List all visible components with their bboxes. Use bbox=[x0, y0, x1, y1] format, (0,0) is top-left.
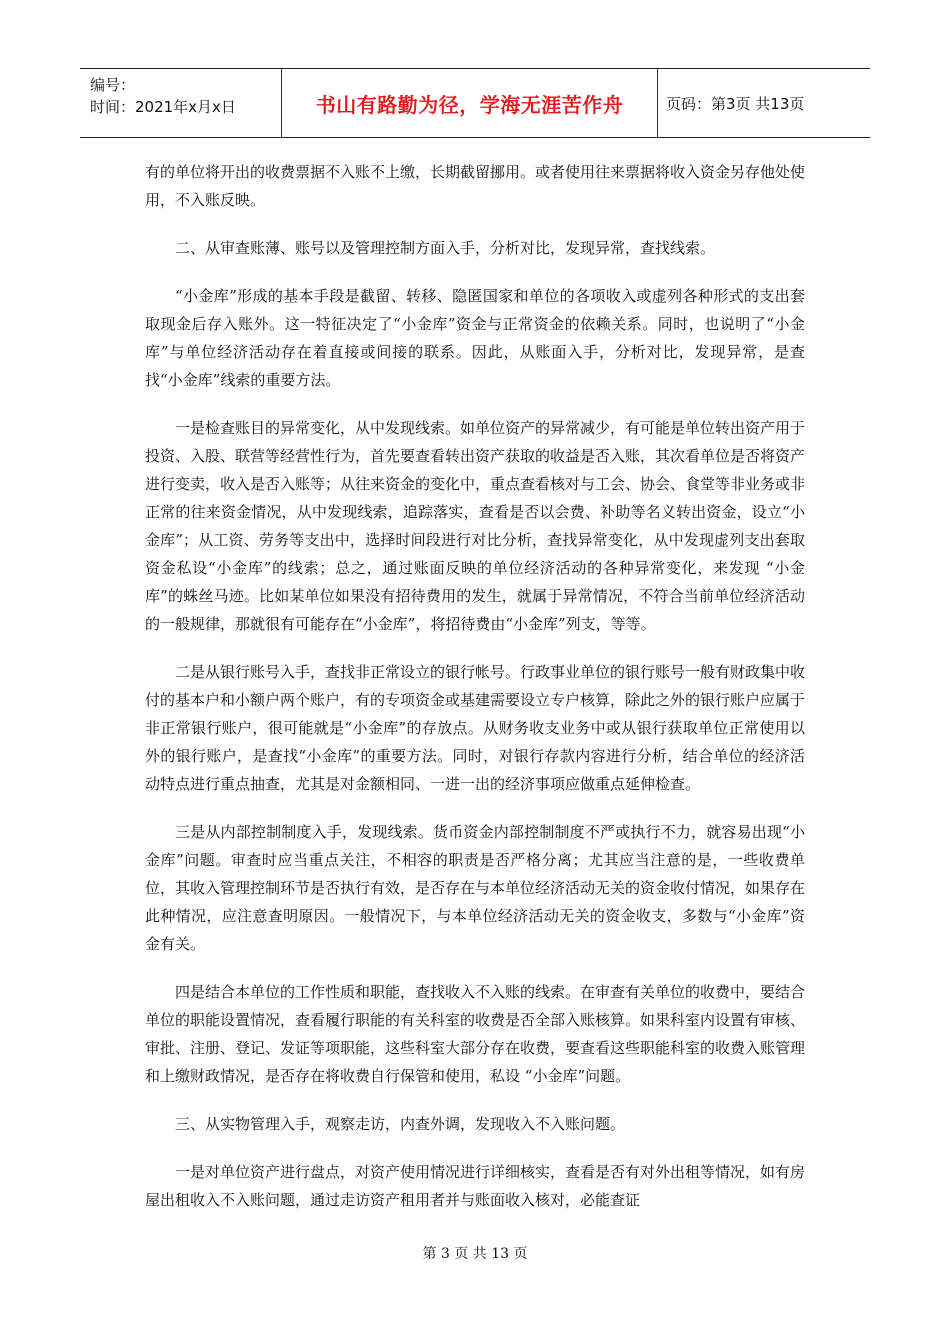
paragraph: 一是对单位资产进行盘点，对资产使用情况进行详细核实，查看是否有对外出租等情况，如有房屋出租收入不入账问题，通过走访资产租用者并与账面收入核对，必能查证 bbox=[145, 1163, 806, 1209]
page-header bbox=[80, 68, 870, 138]
document-date: 时间：2021年x月x日 bbox=[90, 98, 236, 116]
section-heading: 三、从实物管理入手，观察走访，内查外调，发现收入不入账问题。 bbox=[175, 1115, 626, 1133]
header-meta bbox=[80, 69, 282, 137]
document-number: 编号： bbox=[90, 76, 136, 94]
paragraph: 二是从银行账号入手，查找非正常设立的银行帐号。行政事业单位的银行账号一般有财政集中收付的基本户和小额户两个账户，有的专项资金或基建需要设立专户核算，除此之外的银行账户应属于非正常银行账户，很可能就是“小金库”的存放点。从财务收支业务中或从银行获取单位正常使用以外的银行账户，是查找“小金库”的重要方法。同时，对银行存款内容进行分析，结合单位的经济活动特点进行重点抽查，尤其是对金额相同、一进一出的经济事项应做重点延伸检查。 bbox=[145, 663, 806, 793]
paragraph: 一是检查账目的异常变化，从中发现线索。如单位资产的异常减少，有可能是单位转出资产用于投资、入股、联营等经营性行为，首先要查看转出资产获取的收益是否入账，其次看单位是否将资产进行变卖，收入是否入账等；从往来资金的变化中，重点查看核对与工会、协会、食堂等非业务或非正常的往来资金情况，从中发现线索，追踪落实，查看是否以会费、补助等名义转出资金，设立“小金库”；从工资、劳务等支出中，选择时间段进行对比分析，查找异常变化，从中发现虚列支出套取资金私设“小金库”的线索；总之，通过账面反映的单位经济活动的各种异常变化，来发现 “小金库”的蛛丝马迹。比如某单位如果没有招待费用的发生，就属于异常情况，不符合当前单位经济活动的一般规律，那就很有可能存在“小金库”，将招待费由“小金库”列支，等等。 bbox=[145, 419, 806, 633]
paragraph: 有的单位将开出的收费票据不入账不上缴，长期截留挪用。或者使用往来票据将收入资金另存他处使用，不入账反映。 bbox=[145, 163, 806, 209]
paragraph: 三是从内部控制制度入手，发现线索。货币资金内部控制制度不严或执行不力，就容易出现“小金库”问题。审查时应当重点关注，不相容的职责是否严格分离；尤其应当注意的是，一些收费单位，其收入管理控制环节是否执行有效，是否存在与本单位经济活动无关的资金收付情况，如果存在此种情况，应注意查明原因。一般情况下，与本单位经济活动无关的资金收支，多数与“小金库”资金有关。 bbox=[145, 823, 806, 953]
paragraph: 四是结合本单位的工作性质和职能，查找收入不入账的线索。在审查有关单位的收费中，要结合单位的职能设置情况，查看履行职能的有关科室的收费是否全部入账核算。如果科室内设置有审核、审批、注册、登记、发证等项职能，这些科室大部分存在收费，要查看这些职能科室的收费入账管理和上缴财政情况，是否存在将收费自行保管和使用，私设 “小金库”问题。 bbox=[145, 983, 806, 1085]
header-motto: 书山有路勤为径，学海无涯苦作舟 bbox=[282, 69, 658, 137]
header-page-number: 页码：第3页 共13页 bbox=[666, 94, 805, 113]
page-footer: 第 3 页 共 13 页 bbox=[422, 1246, 528, 1262]
paragraph: “小金库”形成的基本手段是截留、转移、隐匿国家和单位的各项收入或虚列各种形式的支出套取现金后存入账外。这一特征决定了“小金库”资金与正常资金的依赖关系。同时，也说明了“小金库”与单位经济活动存在着直接或间接的联系。因此，从账面入手，分析对比，发现异常，是查找“小金库”线索的重要方法。 bbox=[145, 287, 805, 389]
section-heading: 二、从审查账薄、账号以及管理控制方面入手，分析对比，发现异常，查找线索。 bbox=[175, 239, 716, 257]
document-body bbox=[145, 158, 805, 1234]
